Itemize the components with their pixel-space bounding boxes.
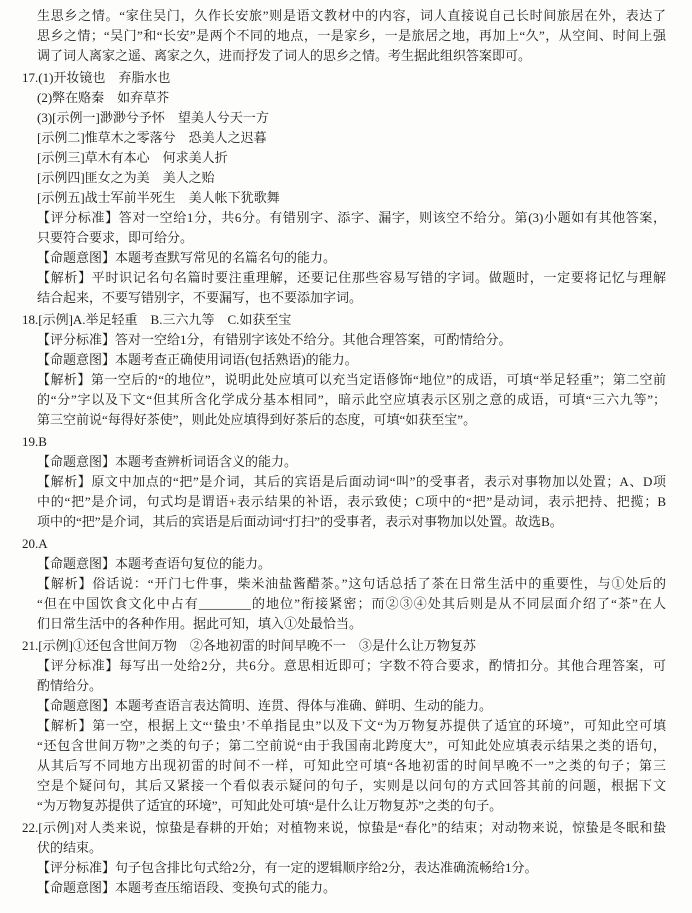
answer-first-line [22,534,666,554]
answer-text: A [38,536,48,551]
answer-text: [示例]①还包含世间万物 ②各地初雷的时间早晚不一 ③是什么让万物复苏 [38,638,476,653]
question-number: 18. [22,312,39,327]
answer-line: 伏的结束。 [37,840,103,855]
intent-line: 【命题意图】本题考查压缩语段、变换句式的能力。 [37,880,337,895]
analysis-line: 【解析】第一空，根据上文“‘蛰虫’不单指昆虫”以及下文“为万物复苏提供了适宜的环境”，可知此空可填 [37,718,666,733]
answer-18 [0,310,692,430]
question-number: 20. [22,536,39,551]
intent-line: 【命题意图】本题考查辨析词语含义的能力。 [37,454,298,469]
intent-line: 【命题意图】本题考查语句复位的能力。 [37,556,272,571]
analysis-line: “还包含世间万物”之类的句子；第二空前说“由于我国南北跨度大”，可知此处应填表示结果之类的语句， [37,738,666,753]
analysis-line: 从其后写不同地方出现初雷的时间不一样，可知此空可填“各地初雷的时间早晚不一”之类的句子；第三 [37,758,666,773]
analysis-line: 【解析】第一空后的“的地位”，说明此处应填可以充当定语修饰“地位”的成语，可填“举足轻重”；第二空前 [37,372,666,387]
answer-19 [0,432,692,532]
question-number: 17. [22,70,39,85]
analysis-line: 结合起来，不要写错别字，不要漏写，也不要添加字词。 [37,290,363,305]
answer-line: (2)弊在赂秦 如弃草芥 [37,90,170,105]
scoring-standard-line: 【评分标准】答对一空给1分，有错别字该处不给分。其他合理答案，可酌情给分。 [37,332,512,347]
intent-line: 【命题意图】本题考查正确使用词语(包括熟语)的能力。 [37,352,358,367]
answer-first-line [22,432,666,452]
analysis-line: 的“分”字以及下文“但其所含化学成分基本相同”，暗示此空应填表示区别之意的成语，可填“三六九等”； [37,392,666,407]
answer-21 [0,636,692,816]
intent-line: 【命题意图】本题考查语言表达简明、连贯、得体与准确、鲜明、生动的能力。 [37,698,493,713]
answer-line: [示例二]惟草木之零落兮 恐美人之迟暮 [37,130,267,145]
scoring-standard-line: 【评分标准】句子包含排比句式给2分，有一定的逻辑顺序给2分，表达准确流畅给1分。 [37,860,538,875]
answer-text: (1)开妆镜也 弃脂水也 [38,70,171,85]
scoring-standard-line: 酌情给分。 [37,678,103,693]
scoring-standard-line: 【评分标准】答对一空给1分，共6分。有错别字、添字、漏字，则该空不给分。第(3)小题如有其他答案， [37,210,666,225]
analysis-line: 第三空前说“每得好茶使”，则此处应填得到好茶后的态度，可填“如获至宝”。 [37,412,477,427]
answer-first-line [22,68,666,88]
answer-line: [示例五]战士军前半死生 美人帐下犹歌舞 [37,190,280,205]
question-number: 22. [22,820,39,835]
analysis-line: 中的“把”是介词，句式均是谓语+表示结果的补语，表示致使；C项中的“把”是动词，表示把持、把揽；B [37,494,666,509]
scoring-standard-line: 只要符合要求，即可给分。 [37,230,194,245]
analysis-line: 【解析】俗话说：“开门七件事，柴米油盐酱醋茶。”这句话总括了茶在日常生活中的重要性，与①处后的 [37,576,666,591]
answer-20 [0,534,692,634]
question-number: 19. [22,434,39,449]
answer-line: (3)[示例一]渺渺兮予怀 望美人兮天一方 [37,110,269,125]
analysis-line: 【解析】原文中加点的“把”是介词，其后的宾语是后面动词“叫”的受事者，表示对事物加以处置；A、D项 [37,474,666,489]
answer-text: B [38,434,47,449]
answer-first-line [22,310,666,330]
analysis-line: 【解析】平时识记名句名篇时要注重理解，还要记住那些容易写错的字词。做题时，一定要将记忆与理解 [37,270,666,285]
answer-line: [示例四]匪女之为美 美人之贻 [37,170,215,185]
answer-line: [示例三]草木有本心 何求美人折 [37,150,228,165]
question-number: 21. [22,638,39,653]
answer-first-line [22,636,666,656]
answer-first-line [22,818,666,838]
answer-text: [示例]对人类来说，惊蛰是春耕的开始；对植物来说，惊蛰是“春化”的结束；对动物来说，惊蛰是冬眠和蛰 [38,820,666,835]
intent-line: 【命题意图】本题考查默写常见的名篇名句的能力。 [37,250,337,265]
analysis-line: “但在中国饮食文化中占有________的地位”衔接紧密；而②③④处其后则是从不同层面介绍了“茶”在人 [37,596,666,611]
answer-22 [0,818,692,898]
analysis-line: “为万物复苏提供了适宜的环境”，可知此处可填“是什么让万物复苏”之类的句子。 [37,798,503,813]
analysis-line: 空是个疑问句，其后又紧接一个看似表示疑问的句子，实则是以问句的方式回答其前的问题，根据下文 [37,778,666,793]
analysis-line: 们日常生活中的各种作用。据此可知，填入①处最恰当。 [37,616,363,631]
answer-line: 生思乡之情。“家住吴门，久作长安旅”则是语文教材中的内容，词人直接说自己长时间旅居在外，表达了 [37,8,666,23]
answer-16-continued [0,6,692,66]
answer-17 [0,68,692,308]
answer-text: [示例]A.举足轻重 B.三六九等 C.如获至宝 [38,312,292,327]
answer-line: 调了词人离家之遥、离家之久，进而抒发了词人的思乡之情。考生据此组织答案即可。 [37,48,532,63]
answer-line: 思乡之情；“吴门”和“长安”是两个不同的地点，一是家乡，一是旅居之地，再加上“久”，从空间、时间上强 [37,28,666,43]
scoring-standard-line: 【评分标准】每写出一处给2分，共6分。意思相近即可；字数不符合要求，酌情扣分。其他合理答案，可 [37,658,666,673]
analysis-line: 项中的“把”是介词，其后的宾语是后面动词“打扫”的受事者，表示对事物加以处置。故选B。 [37,514,563,529]
